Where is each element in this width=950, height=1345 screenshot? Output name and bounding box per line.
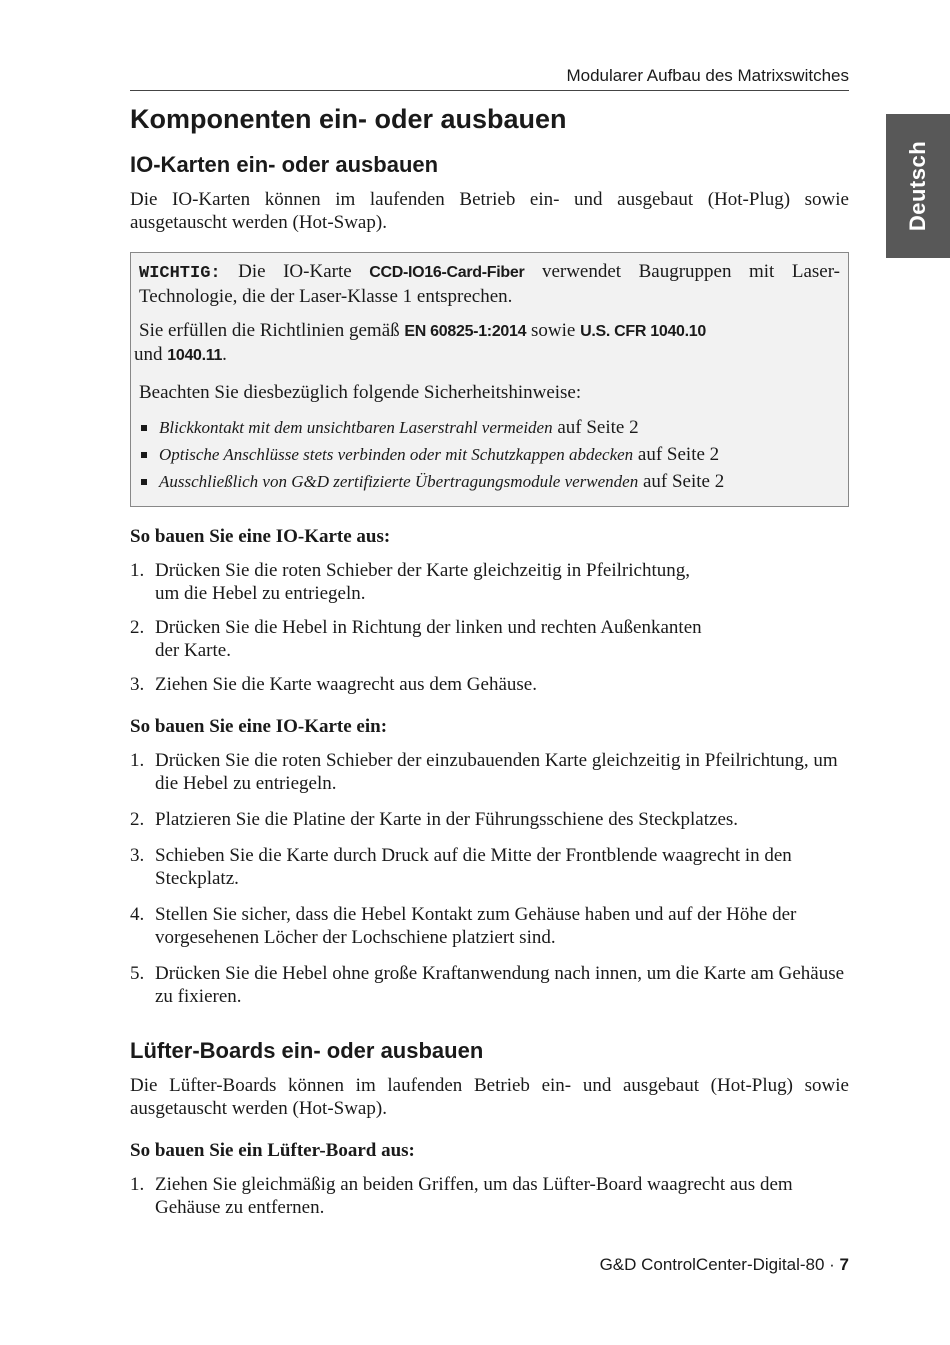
step-number: 3. xyxy=(130,674,145,695)
step-number: 1. xyxy=(130,560,145,581)
safety-references-list xyxy=(139,416,840,494)
reference-title[interactable]: Ausschließlich von G&D zertifizierte Übertragungsmodule verwenden xyxy=(159,472,639,491)
standard-en60825: EN 60825-1:2014 xyxy=(404,323,527,340)
step-text: Drücken Sie die roten Schieber der einzubauenden Karte gleichzeitig in Pfeilrichtung, um die Hebel zu entriegeln. xyxy=(155,750,838,794)
step-item xyxy=(130,903,849,949)
notice-paragraph-2 xyxy=(134,319,840,367)
step-number: 1. xyxy=(130,750,145,771)
step-item xyxy=(130,962,849,1008)
install-io-card-title: So bauen Sie eine IO-Karte ein: xyxy=(130,716,388,737)
step-number: 4. xyxy=(130,904,145,925)
step-item xyxy=(130,749,849,795)
step-text: um die Hebel zu entriegeln. xyxy=(155,583,366,604)
reference-title[interactable]: Optische Anschlüsse stets verbinden oder mit Schutzkappen abdecken xyxy=(159,445,634,464)
card-model-name: CCD-IO16-Card-Fiber xyxy=(369,264,525,281)
notice-paragraph-3: Beachten Sie diesbezüglich folgende Sicherheitshinweise: xyxy=(139,382,582,403)
page-content xyxy=(130,104,849,1230)
remove-fan-board-steps xyxy=(130,1173,849,1219)
running-title: Modularer Aufbau des Matrixswitches xyxy=(566,66,849,85)
reference-title[interactable]: Blickkontakt mit dem unsichtbaren Laserstrahl vermeiden xyxy=(159,418,553,437)
language-tab xyxy=(886,114,950,258)
notice-label: WICHTIG: xyxy=(139,264,221,283)
step-number: 2. xyxy=(130,617,145,638)
step-text: der Karte. xyxy=(155,640,231,661)
step-text: Drücken Sie die Hebel ohne große Kraftanwendung nach innen, um die Karte am Gehäuse zu fixieren. xyxy=(155,963,845,1007)
page-number: 7 xyxy=(839,1255,849,1274)
io-cards-intro: Die IO-Karten können im laufenden Betrieb ein- und ausgebaut (Hot-Plug) sowie ausgetauscht werden (Hot-Swap). xyxy=(130,189,849,233)
notice-text: und xyxy=(134,344,168,365)
step-item xyxy=(130,808,849,831)
footer-product: G&D ControlCenter-Digital-80 · xyxy=(599,1255,840,1274)
install-io-card-steps xyxy=(130,749,849,1008)
reference-page: auf Seite 2 xyxy=(633,444,720,465)
step-item xyxy=(130,616,849,662)
step-item xyxy=(130,673,849,696)
page-footer xyxy=(430,1255,849,1275)
language-tab-label: Deutsch xyxy=(905,140,930,232)
safety-reference-link[interactable] xyxy=(139,443,840,467)
notice-text: sowie xyxy=(526,320,581,341)
step-text: Drücken Sie die roten Schieber der Karte gleichzeitig in Pfeilrichtung, xyxy=(155,560,690,581)
reference-page: auf Seite 2 xyxy=(638,471,725,492)
step-number: 3. xyxy=(130,845,145,866)
step-item xyxy=(130,844,849,890)
running-header xyxy=(130,66,849,91)
step-number: 5. xyxy=(130,963,145,984)
notice-paragraph-1 xyxy=(139,260,840,308)
reference-page: auf Seite 2 xyxy=(552,417,639,438)
step-number: 1. xyxy=(130,1174,145,1195)
step-number: 2. xyxy=(130,809,145,830)
fan-boards-heading: Lüfter-Boards ein- oder ausbauen xyxy=(130,1038,484,1063)
remove-io-card-title: So bauen Sie eine IO-Karte aus: xyxy=(130,526,391,547)
standard-cfr-1040-10: U.S. CFR 1040.10 xyxy=(580,323,706,340)
io-cards-heading: IO-Karten ein- oder ausbauen xyxy=(130,152,439,177)
notice-text: Sie erfüllen die Richtlinien gemäß xyxy=(139,320,405,341)
section-title: Komponenten ein- oder ausbauen xyxy=(130,104,567,134)
step-item xyxy=(130,559,849,605)
standard-1040-11: 1040.11 xyxy=(167,347,223,364)
safety-reference-link[interactable] xyxy=(139,470,840,494)
remove-fan-board-title: So bauen Sie ein Lüfter-Board aus: xyxy=(130,1140,415,1161)
step-text: Ziehen Sie die Karte waagrecht aus dem Gehäuse. xyxy=(155,674,537,695)
step-text: Drücken Sie die Hebel in Richtung der linken und rechten Außenkanten xyxy=(155,617,702,638)
step-text: Ziehen Sie gleichmäßig an beiden Griffen, um das Lüfter-Board waagrecht aus dem Gehäuse zu entfernen. xyxy=(155,1174,793,1218)
step-text: Platzieren Sie die Platine der Karte in der Führungsschiene des Steckplatzes. xyxy=(155,809,739,830)
safety-reference-link[interactable] xyxy=(139,416,840,440)
important-notice-box xyxy=(130,252,849,507)
step-text: Stellen Sie sicher, dass die Hebel Kontakt zum Gehäuse haben und auf der Höhe der vorgesehenen Löcher der Lochschiene platziert sind. xyxy=(155,904,797,948)
notice-text: verwendet Baugruppen mit Laser-Technologie, die der Laser-Klasse 1 entsprechen. xyxy=(139,261,840,307)
fan-boards-intro: Die Lüfter-Boards können im laufenden Betrieb ein- und ausgebaut (Hot-Plug) sowie ausgetauscht werden (Hot-Swap). xyxy=(130,1075,849,1119)
notice-text: . xyxy=(222,344,227,365)
remove-io-card-steps xyxy=(130,559,849,696)
step-item xyxy=(130,1173,849,1219)
step-text: Schieben Sie die Karte durch Druck auf die Mitte der Frontblende waagrecht in den Steckplatz. xyxy=(155,845,792,889)
notice-text: Die IO-Karte xyxy=(220,261,370,282)
